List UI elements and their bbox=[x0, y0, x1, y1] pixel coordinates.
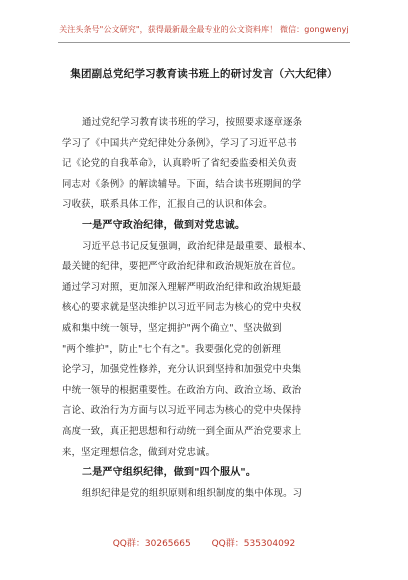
paragraph-line: 习近平总书记反复强调，政治纪律是最重要、最根本、 bbox=[82, 240, 312, 252]
footer-qq-group-2: QQ群：535304092 bbox=[211, 539, 296, 549]
paragraph-line: 通过学习对照，更加深入理解严明政治纪律和政治规矩最 bbox=[62, 281, 302, 293]
document-body bbox=[62, 113, 348, 504]
paragraph-line: 学习了《中国共产党纪律处分条例》，学习了习近平总书 bbox=[62, 137, 297, 149]
paragraph-line: 言论、政治行为方面与以习近平同志为核心的党中央保持 bbox=[62, 405, 302, 417]
paragraph-line: 最关键的纪律，要把严守政治纪律和政治规矩放在首位。 bbox=[62, 261, 302, 273]
paragraph-line: 习收获，联系具体工作，汇报自己的认识和体会。 bbox=[62, 199, 273, 211]
section-heading: 一是严守政治纪律，做到对党忠诚。 bbox=[82, 219, 246, 231]
paragraph-line: 论学习，加强党性修养，充分认识到坚持和加强党中央集 bbox=[62, 364, 302, 376]
footer-qq-group-1: QQ群：30265665 bbox=[112, 539, 191, 549]
paragraph-line: 来，坚定理想信念，做到对党忠诚。 bbox=[62, 446, 216, 458]
paragraph-line: 通过党纪学习教育读书班的学习，按照要求逐章逐条 bbox=[82, 117, 303, 128]
paragraph-line: 高度一致，真正把思想和行动统一到全面从严治党要求上 bbox=[62, 425, 302, 437]
paragraph-line: "两个维护"，防止"七个有之"。我要强化党的创新理 bbox=[62, 343, 282, 355]
header-divider bbox=[58, 42, 350, 43]
paragraph-line: 记《论党的自我革命》，认真聆听了省纪委监委相关负责 bbox=[62, 158, 297, 170]
paragraph-line: 组织纪律是党的组织原则和组织制度的集中体现。习 bbox=[82, 487, 303, 499]
section-heading: 二是严守组织纪律，做到"四个服从"。 bbox=[82, 467, 257, 479]
header-banner: 关注头条号"公文研究"，获得最新最全最专业的公文资料库！ 微信：gongwenyj bbox=[59, 25, 349, 34]
footer bbox=[0, 536, 408, 549]
paragraph-line: 威和集中统一领导，坚定拥护"两个确立"、坚决做到 bbox=[62, 322, 282, 334]
paragraph-line: 核心的要求就是坚决维护以习近平同志为核心的党中央权 bbox=[62, 302, 302, 314]
paragraph-line: 中统一领导的根据重要性。在政治方向、政治立场、政治 bbox=[62, 384, 302, 396]
document-title: 集团副总党纪学习教育读书班上的研讨发言（六大纪律） bbox=[70, 68, 338, 80]
paragraph-line: 同志对《条例》的解读辅导。下面，结合读书班期间的学 bbox=[62, 178, 302, 190]
